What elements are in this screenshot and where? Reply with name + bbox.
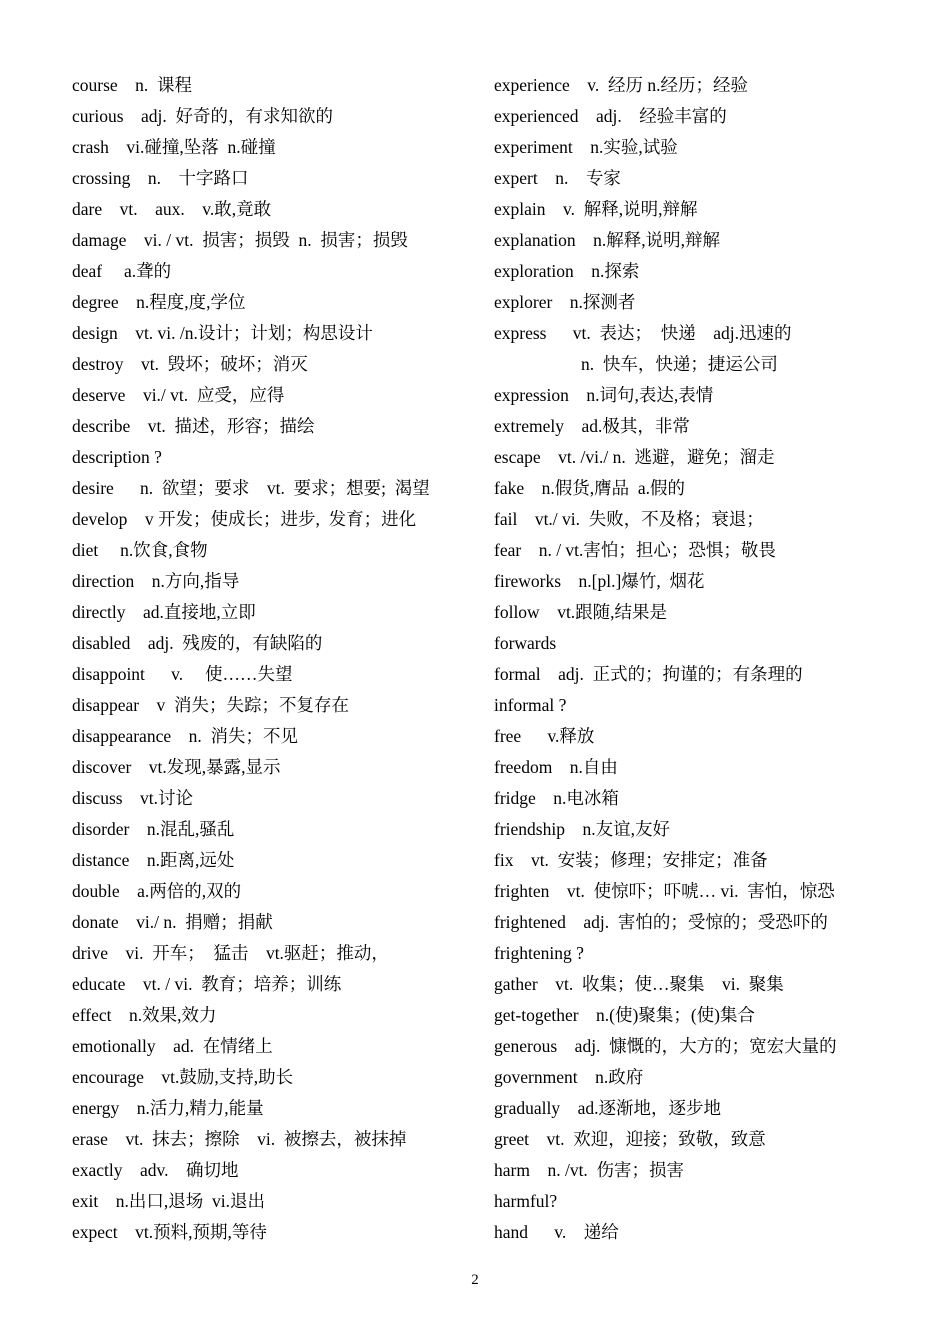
vocab-entry: discover vt.发现,暴露,显示 [72,757,281,777]
vocab-entry: hand v. 递给 [494,1222,619,1242]
vocab-entry: experience v. 经历 n.经历；经验 [494,75,749,95]
vocab-entry: crash vi.碰撞,坠落 n.碰撞 [72,137,276,157]
vocab-entry: generous adj. 慷慨的，大方的；宽宏大量的 [494,1036,837,1056]
vocab-entry: educate vt. / vi. 教育；培养；训练 [72,974,342,994]
vocab-entry: describe vt. 描述，形容；描绘 [72,416,315,436]
vocab-entry: dare vt. aux. v.敢,竟敢 [72,199,272,219]
vocab-entry: expect vt.预料,预期,等待 [72,1222,267,1242]
vocab-entry: explorer n.探测者 [494,292,636,312]
vocab-entry: erase vt. 抹去；擦除 vi. 被擦去，被抹掉 [72,1129,407,1149]
vocab-entry: follow vt.跟随,结果是 [494,602,668,622]
vocab-entry: fake n.假货,膺品 a.假的 [494,478,686,498]
vocab-entry: get-together n.(使)聚集；(使)集合 [494,1005,755,1025]
vocab-entry: gather vt. 收集；使…聚集 vi. 聚集 [494,974,784,994]
vocab-entry: design vt. vi. /n.设计；计划；构思设计 [72,323,373,343]
vocab-entry: exploration n.探索 [494,261,640,281]
vocab-entry: disabled adj. 残废的，有缺陷的 [72,633,323,653]
vocab-entry: exit n.出口,退场 vi.退出 [72,1191,265,1211]
vocab-entry: fireworks n.[pl.]爆竹, 烟花 [494,571,705,591]
vocab-entry: disappear v 消失；失踪；不复存在 [72,695,350,715]
vocab-entry: harmful? [494,1191,558,1211]
vocab-entry: frighten vt. 使惊吓；吓唬… vi. 害怕，惊恐 [494,881,835,901]
vocab-entry: frightening ? [494,943,584,963]
vocab-entry: extremely ad.极其，非常 [494,416,690,436]
vocab-entry: distance n.距离,远处 [72,850,235,870]
vocab-entry: expression n.词句,表达,表情 [494,385,714,405]
vocab-entry: destroy vt. 毁坏；破坏；消灭 [72,354,308,374]
vocab-entry: diet n.饮食,食物 [72,540,208,560]
vocab-entry: disappoint v. 使……失望 [72,664,293,684]
vocab-entry: emotionally ad. 在情绪上 [72,1036,273,1056]
vocab-entry: damage vi. / vt. 损害；损毁 n. 损害；损毁 [72,230,408,250]
vocab-entry: crossing n. 十字路口 [72,168,249,188]
vocab-entry: frightened adj. 害怕的；受惊的；受恐吓的 [494,912,828,932]
vocab-entry: free v.释放 [494,726,595,746]
vocab-entry: expert n. 专家 [494,168,621,188]
vocab-entry: energy n.活力,精力,能量 [72,1098,264,1118]
vocab-entry: discuss vt.讨论 [72,788,194,808]
vocab-entry: course n. 课程 [72,75,193,95]
vocab-entry: drive vi. 开车； 猛击 vt.驱赶；推动， [72,943,389,963]
vocab-entry: disappearance n. 消失；不见 [72,726,298,746]
vocab-entry-continuation: n. 快车，快递；捷运公司 [581,354,778,374]
vocab-entry: exactly adv. 确切地 [72,1160,239,1180]
vocab-entry: explanation n.解释,说明,辩解 [494,230,721,250]
vocab-entry: freedom n.自由 [494,757,618,777]
vocab-entry: explain v. 解释,说明,辩解 [494,199,698,219]
vocab-entry: gradually ad.逐渐地，逐步地 [494,1098,721,1118]
vocab-entry: fail vt./ vi. 失败，不及格；衰退； [494,509,764,529]
vocab-entry: greet vt. 欢迎，迎接；致敬，致意 [494,1129,766,1149]
vocab-entry: effect n.效果,效力 [72,1005,217,1025]
vocab-entry: express vt. 表达； 快递 adj.迅速的 [494,323,792,343]
vocab-entry: donate vi./ n. 捐赠；捐献 [72,912,273,932]
vocab-entry: encourage vt.鼓励,支持,助长 [72,1067,294,1087]
vocab-entry: fridge n.电冰箱 [494,788,619,808]
vocab-entry: directly ad.直接地,立即 [72,602,256,622]
page-number: 2 [471,1272,479,1288]
vocab-entry: disorder n.混乱,骚乱 [72,819,235,839]
vocab-entry: curious adj. 好奇的，有求知欲的 [72,106,334,126]
vocab-entry: develop v 开发；使成长；进步, 发育；进化 [72,509,417,529]
vocab-entry: forwards [494,633,557,653]
vocab-entry: deaf a.聋的 [72,261,172,281]
vocab-entry: fix vt. 安装；修理；安排定；准备 [494,850,768,870]
vocab-entry: desire n. 欲望；要求 vt. 要求；想要; 渴望 [72,478,430,498]
vocab-entry: description ? [72,447,162,467]
vocab-entry: double a.两倍的,双的 [72,881,242,901]
vocab-entry: informal ? [494,695,567,715]
vocab-entry: harm n. /vt. 伤害；损害 [494,1160,685,1180]
vocab-entry: friendship n.友谊,友好 [494,819,670,839]
right-vocabulary-column [494,70,914,1248]
vocab-entry: direction n.方向,指导 [72,571,240,591]
vocab-entry: deserve vi./ vt. 应受，应得 [72,385,285,405]
vocab-entry: fear n. / vt.害怕；担心；恐惧；敬畏 [494,540,776,560]
left-vocabulary-column [72,70,482,1248]
vocab-entry: degree n.程度,度,学位 [72,292,246,312]
vocab-entry: experiment n.实验,试验 [494,137,678,157]
vocab-entry: experienced adj. 经验丰富的 [494,106,727,126]
vocab-entry: escape vt. /vi./ n. 逃避，避免；溜走 [494,447,775,467]
vocab-entry: government n.政府 [494,1067,644,1087]
vocab-entry: formal adj. 正式的；拘谨的；有条理的 [494,664,803,684]
